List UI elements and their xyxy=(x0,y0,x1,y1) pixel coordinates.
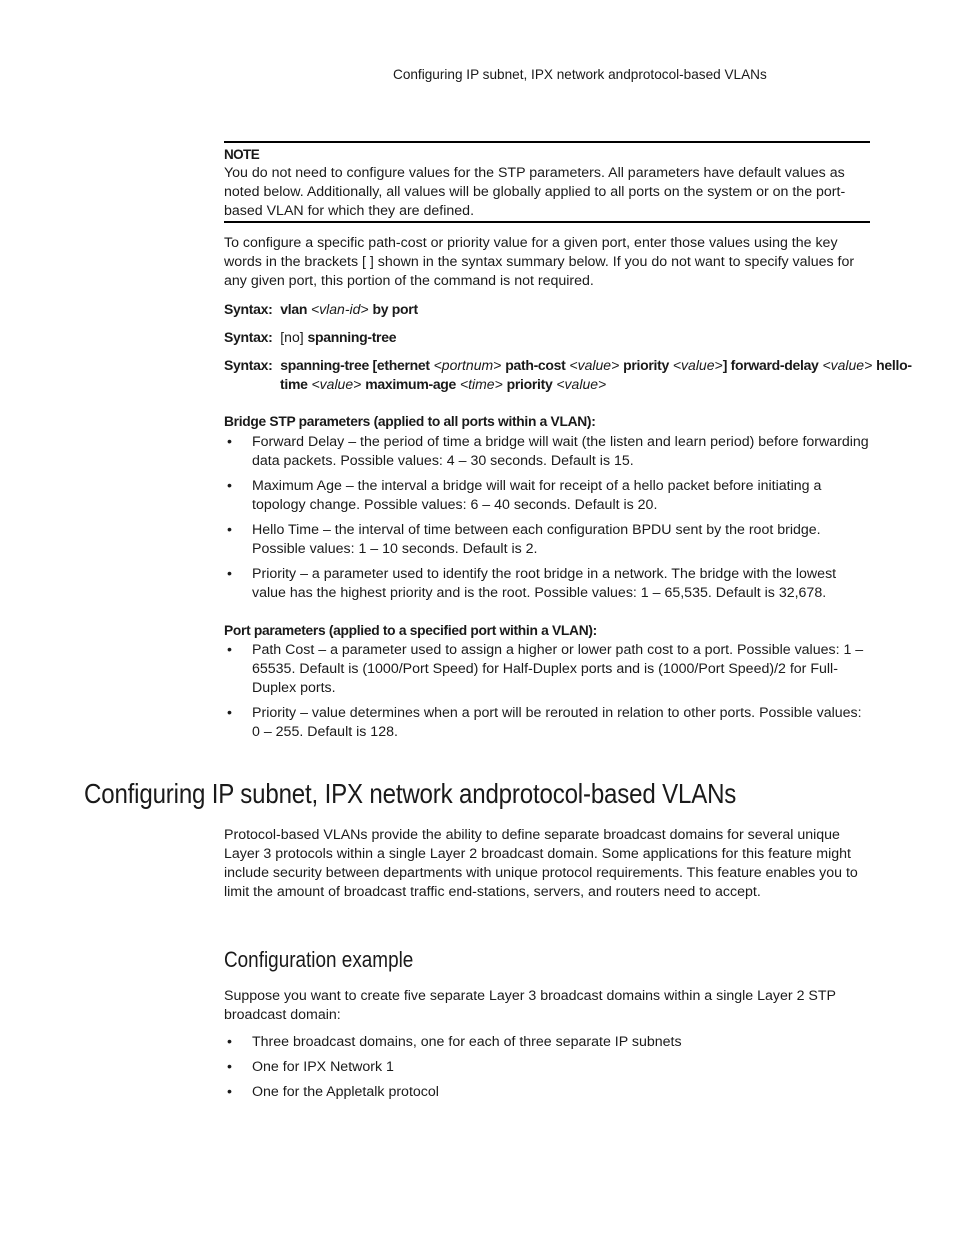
syntax-keyword: vlan xyxy=(280,301,308,317)
syntax-argument: <vlan-id> xyxy=(310,301,369,317)
bullet-icon: • xyxy=(227,1084,232,1100)
bullet-icon: • xyxy=(227,478,232,494)
syntax-line-1 xyxy=(224,300,870,319)
bullet-icon: • xyxy=(227,1034,232,1050)
port-parameters-list xyxy=(224,641,870,742)
list-item: • Priority – value determines when a port will be rerouted in relation to other ports. Possible values: 0 – 255. Default is 128. xyxy=(227,705,862,740)
syntax-argument: <value> xyxy=(569,357,620,373)
bullet-icon: • xyxy=(227,566,232,582)
syntax-argument: <value> xyxy=(556,376,607,392)
syntax-argument: <value> xyxy=(822,357,873,373)
example-body: Suppose you want to create five separate Layer 3 broadcast domains within a single Layer 2 STP broadcast domain: xyxy=(224,988,836,1023)
note-bottom-rule xyxy=(224,221,870,223)
syntax-argument: <value> xyxy=(311,376,362,392)
syntax-argument: <portnum> xyxy=(433,357,502,373)
syntax-label: Syntax: xyxy=(224,357,273,373)
bullet-icon: • xyxy=(227,1059,232,1075)
bridge-parameters-heading: Bridge STP parameters (applied to all ports within a VLAN): xyxy=(224,414,596,429)
bullet-icon: • xyxy=(227,705,232,721)
list-item: • Path Cost – a parameter used to assign a higher or lower path cost to a port. Possible values: 1 – 65535. Default is (1000/Port Speed) for Half-Duplex ports and is (1000/Port Speed)/2 for Full-Duplex ports. xyxy=(227,642,864,696)
section-title: Configuring IP subnet, IPX network andprotocol-based VLANs xyxy=(84,778,737,809)
list-item: • Maximum Age – the interval a bridge will wait for receipt of a hello packet before initiating a topology change. Possible values: 6 – 40 seconds. Default is 20. xyxy=(227,478,822,513)
list-item: • Forward Delay – the period of time a bridge will wait (the listen and learn period) before forwarding data packets. Possible values: 4 – 30 seconds. Default is 15. xyxy=(227,434,869,469)
syntax-label: Syntax: xyxy=(224,329,273,345)
syntax-argument: <value> xyxy=(672,357,723,373)
note-label: NOTE xyxy=(224,147,260,162)
port-parameters xyxy=(224,621,870,742)
example-list xyxy=(224,1033,870,1102)
note-top-rule xyxy=(224,141,870,143)
list-item: • Hello Time – the interval of time between each configuration BPDU sent by the root bridge. Possible values: 1 – 10 seconds. Default is 2. xyxy=(227,522,821,557)
syntax-keyword: ] forward-delay xyxy=(722,357,819,373)
syntax-keyword: priority xyxy=(623,357,669,373)
subsection-title: Configuration example xyxy=(224,947,414,972)
syntax-keyword: by port xyxy=(372,301,418,317)
note-text: You do not need to configure values for the STP parameters. All parameters have default values as noted below. Additionally, all values will be globally applied to all ports on the system or on the port-based VLAN for which they are defined. xyxy=(224,165,846,219)
note-box xyxy=(224,145,870,221)
bridge-parameters xyxy=(224,412,870,603)
list-item: • Priority – a parameter used to identify the root bridge in a network. The bridge with the lowest value has the highest priority and is the root. Possible values: 1 – 65,535. Default is 32,678. xyxy=(227,566,837,601)
intro-paragraph: To configure a specific path-cost or priority value for a given port, enter those values using the key words in the brackets [ ] shown in the syntax summary below. If you do not want to specify values for any given port, this portion of the command is not required. xyxy=(224,235,855,289)
syntax-keyword: spanning-tree [ethernet xyxy=(280,357,430,373)
list-item: • Three broadcast domains, one for each of three separate IP subnets xyxy=(227,1034,682,1050)
syntax-label: Syntax: xyxy=(224,301,273,317)
syntax-keyword: priority xyxy=(506,376,553,392)
syntax-keyword: hello-time xyxy=(280,357,912,392)
syntax-line-2 xyxy=(224,328,870,347)
syntax-keyword: path-cost xyxy=(505,357,566,373)
syntax-option: [no] xyxy=(280,329,304,345)
list-item: • One for the Appletalk protocol xyxy=(227,1084,439,1100)
list-item: • One for IPX Network 1 xyxy=(227,1059,394,1075)
port-parameters-heading: Port parameters (applied to a specified port within a VLAN): xyxy=(224,623,597,638)
running-header: Configuring IP subnet, IPX network andprotocol-based VLANs xyxy=(393,67,767,82)
syntax-argument: <time> xyxy=(459,376,503,392)
syntax-line-3 xyxy=(224,356,926,394)
syntax-keyword: spanning-tree xyxy=(307,329,397,345)
syntax-keyword: maximum-age xyxy=(365,376,457,392)
bullet-icon: • xyxy=(227,642,232,658)
bullet-icon: • xyxy=(227,434,232,450)
section-body: Protocol-based VLANs provide the ability to define separate broadcast domains for several unique Layer 3 protocols within a single Layer 2 broadcast domain. Some applications for this feature might include security between departments with unique protocol requirements. This feature enables you to limit the amount of broadcast traffic end-stations, servers, and routers need to accept. xyxy=(224,827,858,900)
bridge-parameters-list xyxy=(224,433,870,603)
bullet-icon: • xyxy=(227,522,232,538)
